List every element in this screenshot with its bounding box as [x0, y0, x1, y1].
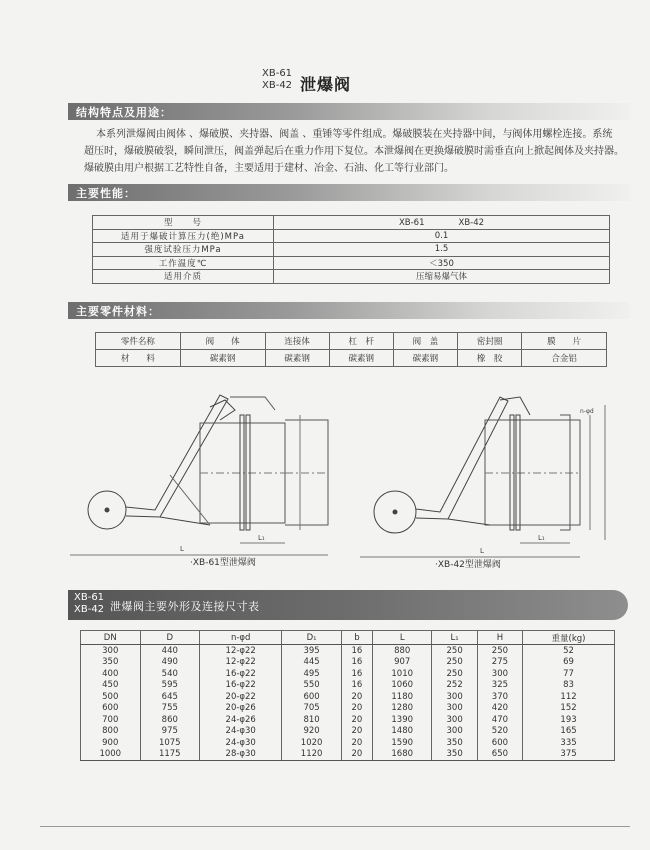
table-cell: 400: [81, 668, 141, 680]
table-cell: 1075: [140, 737, 200, 749]
table-cell: 420: [477, 703, 522, 715]
table-cell: 880: [372, 645, 432, 657]
table-cell: 252: [432, 680, 477, 692]
table-cell: 800: [81, 726, 141, 738]
table-cell: 1590: [372, 737, 432, 749]
table-cell: 600: [282, 691, 342, 703]
table-row: [96, 350, 607, 367]
parts-table: [95, 332, 607, 367]
table-cell: 500: [81, 691, 141, 703]
table-cell: 16: [341, 668, 372, 680]
table-cell: 645: [140, 691, 200, 703]
section-bar-performance: [68, 184, 630, 201]
table-cell: 28-φ30: [200, 749, 282, 761]
table-cell: 16: [341, 657, 372, 669]
table-cell: 860: [140, 714, 200, 726]
table-cell: 112: [523, 691, 615, 703]
perf-label: 适用介质: [93, 270, 274, 284]
code-xb61: XB-61: [262, 68, 293, 79]
dim-label-L: L: [180, 545, 184, 553]
features-line-2: 超压时，爆破膜破裂，瞬间泄压，阀盖弹起后在重力作用下复位。本泄爆阀在更换爆破膜时需垂直向上掀起阀体及夹持器。: [84, 146, 624, 157]
table-cell: 700: [81, 714, 141, 726]
parts-cell: 阀 体: [180, 333, 265, 350]
table-cell: 335: [523, 737, 615, 749]
parts-cell: 碳素钢: [393, 350, 457, 367]
table-cell: 193: [523, 714, 615, 726]
section-label-features: 结构特点及用途：: [76, 106, 172, 119]
table-cell: 1020: [282, 737, 342, 749]
dim-label-L1-right: L₁: [538, 534, 545, 542]
parts-cell: 碳素钢: [265, 350, 329, 367]
dimensions-title-bar: [68, 590, 628, 620]
table-cell: 350: [81, 657, 141, 669]
table-cell: 20: [341, 691, 372, 703]
table-row: [93, 229, 610, 243]
table-cell: 250: [432, 668, 477, 680]
table-row: [81, 703, 615, 715]
page-bottom-rule: [40, 826, 630, 827]
dims-code-xb61: XB-61: [74, 592, 105, 603]
table-cell: 300: [432, 726, 477, 738]
parts-cell: 膜 片: [522, 333, 607, 350]
table-cell: 250: [432, 645, 477, 657]
table-cell: 250: [477, 645, 522, 657]
caption-xb42: ·XB-42型泄爆阀: [435, 560, 501, 570]
table-cell: 1390: [372, 714, 432, 726]
table-row: [96, 333, 607, 350]
table-cell: 165: [523, 726, 615, 738]
table-cell: 325: [477, 680, 522, 692]
table-row: [81, 737, 615, 749]
table-cell: 152: [523, 703, 615, 715]
table-row: [81, 668, 615, 680]
table-cell: 445: [282, 657, 342, 669]
col-header: L: [372, 631, 432, 645]
performance-table: [92, 215, 610, 284]
table-cell: 24-φ26: [200, 714, 282, 726]
col-header: n-φd: [200, 631, 282, 645]
table-cell: 300: [432, 714, 477, 726]
table-cell: 450: [81, 680, 141, 692]
parts-cell: 碳素钢: [180, 350, 265, 367]
table-cell: 300: [81, 645, 141, 657]
parts-cell: 橡 胶: [458, 350, 522, 367]
parts-cell: 碳素钢: [329, 350, 393, 367]
section-label-parts: 主要零件材料：: [76, 305, 160, 318]
col-header: D: [140, 631, 200, 645]
table-cell: 16-φ22: [200, 680, 282, 692]
table-cell: 600: [81, 703, 141, 715]
dims-title: 泄爆阀主要外形及连接尺寸表: [110, 600, 260, 613]
table-cell: 16-φ22: [200, 668, 282, 680]
table-row: [81, 714, 615, 726]
drawing-xb42: [360, 397, 605, 557]
table-cell: 975: [140, 726, 200, 738]
table-cell: 20: [341, 737, 372, 749]
dim-label-L1: L₁: [258, 534, 265, 542]
col-header: L₁: [432, 631, 477, 645]
section-bar-features: [68, 103, 630, 120]
perf-label: 工作温度℃: [93, 256, 274, 270]
table-row: [93, 243, 610, 257]
parts-cell: 材 料: [96, 350, 181, 367]
dims-codes: [74, 592, 104, 616]
table-cell: 495: [282, 668, 342, 680]
parts-cell: 密封圈: [458, 333, 522, 350]
table-row: [93, 256, 610, 270]
table-cell: 20: [341, 726, 372, 738]
table-cell: 470: [477, 714, 522, 726]
product-codes: [262, 68, 292, 92]
table-cell: 490: [140, 657, 200, 669]
col-header: b: [341, 631, 372, 645]
table-cell: 300: [477, 668, 522, 680]
table-cell: 350: [432, 737, 477, 749]
table-cell: 440: [140, 645, 200, 657]
dim-label-L-right: L: [480, 547, 484, 555]
table-row: [81, 645, 615, 657]
table-row: [81, 680, 615, 692]
table-cell: 600: [477, 737, 522, 749]
perf-value: 压缩易爆气体: [274, 270, 610, 284]
col-header: H: [477, 631, 522, 645]
table-row: [81, 657, 615, 669]
table-row: [93, 270, 610, 284]
perf-label: 适用于爆破计算压力(绝)MPa: [93, 229, 274, 243]
table-cell: 24-φ30: [200, 726, 282, 738]
table-row: [93, 216, 610, 230]
table-cell: 20: [341, 714, 372, 726]
col-header: DN: [81, 631, 141, 645]
table-cell: 1680: [372, 749, 432, 761]
perf-value: 0.1: [274, 229, 610, 243]
table-cell: 395: [282, 645, 342, 657]
table-cell: 595: [140, 680, 200, 692]
lever-right: [416, 397, 508, 519]
table-cell: 12-φ22: [200, 645, 282, 657]
features-line-3: 爆破膜由用户根据工艺特性自备，主要适用于建材、冶金、石油、化工等行业部门。: [84, 163, 454, 174]
table-cell: 550: [282, 680, 342, 692]
table-cell: 275: [477, 657, 522, 669]
table-cell: 1000: [81, 749, 141, 761]
table-cell: 20: [341, 749, 372, 761]
table-cell: 20-φ22: [200, 691, 282, 703]
valve-drawings: [60, 385, 630, 585]
table-cell: 350: [432, 749, 477, 761]
table-cell: 1180: [372, 691, 432, 703]
table-cell: 300: [432, 703, 477, 715]
table-cell: 810: [282, 714, 342, 726]
table-row: [81, 726, 615, 738]
table-cell: 77: [523, 668, 615, 680]
perf-value: XB-61 XB-42: [274, 216, 610, 230]
parts-cell: 杠 杆: [329, 333, 393, 350]
caption-xb61: ·XB-61型泄爆阀: [190, 558, 256, 568]
section-bar-parts: [68, 302, 630, 319]
table-cell: 1010: [372, 668, 432, 680]
table-cell: 16: [341, 680, 372, 692]
table-cell: 755: [140, 703, 200, 715]
table-cell: 1280: [372, 703, 432, 715]
dim-label-nd: n-φd: [580, 408, 594, 415]
lever-left: [126, 395, 228, 517]
section-label-performance: 主要性能：: [76, 187, 136, 200]
table-cell: 16: [341, 645, 372, 657]
dims-code-xb42: XB-42: [74, 604, 105, 615]
parts-cell: 合金铝: [522, 350, 607, 367]
table-cell: 69: [523, 657, 615, 669]
table-cell: 12-φ22: [200, 657, 282, 669]
table-row: [81, 749, 615, 761]
perf-value: 1.5: [274, 243, 610, 257]
perf-value: ＜350: [274, 256, 610, 270]
features-line-1: 本系列泄爆阀由阀体 、爆破膜、夹持器、阀盖 、重锤等零件组成。爆破膜装在夹持器中间，与阀体用螺栓连接。系统: [96, 129, 613, 140]
table-cell: 1175: [140, 749, 200, 761]
table-cell: 907: [372, 657, 432, 669]
table-cell: 20-φ26: [200, 703, 282, 715]
table-cell: 250: [432, 657, 477, 669]
parts-cell: 阀 盖: [393, 333, 457, 350]
table-cell: 52: [523, 645, 615, 657]
drawing-xb61: [70, 395, 328, 555]
parts-cell: 零件名称: [96, 333, 181, 350]
table-cell: 520: [477, 726, 522, 738]
table-cell: 83: [523, 680, 615, 692]
parts-cell: 连接体: [265, 333, 329, 350]
table-cell: 900: [81, 737, 141, 749]
table-cell: 20: [341, 703, 372, 715]
table-cell: 705: [282, 703, 342, 715]
table-row: [81, 691, 615, 703]
features-paragraph: [84, 126, 624, 177]
table-header-row: [81, 631, 615, 645]
table-cell: 1120: [282, 749, 342, 761]
col-header: 重量(kg): [523, 631, 615, 645]
table-cell: 650: [477, 749, 522, 761]
table-cell: 920: [282, 726, 342, 738]
perf-label: 强度试验压力MPa: [93, 243, 274, 257]
table-cell: 370: [477, 691, 522, 703]
table-cell: 375: [523, 749, 615, 761]
code-xb42: XB-42: [262, 80, 293, 91]
dimensions-table: [80, 630, 615, 761]
table-cell: 1060: [372, 680, 432, 692]
table-cell: 24-φ30: [200, 737, 282, 749]
perf-label: 型 号: [93, 216, 274, 230]
table-cell: 300: [432, 691, 477, 703]
col-header: D₁: [282, 631, 342, 645]
table-cell: 540: [140, 668, 200, 680]
page-title: 泄爆阀: [300, 75, 352, 94]
table-cell: 1480: [372, 726, 432, 738]
